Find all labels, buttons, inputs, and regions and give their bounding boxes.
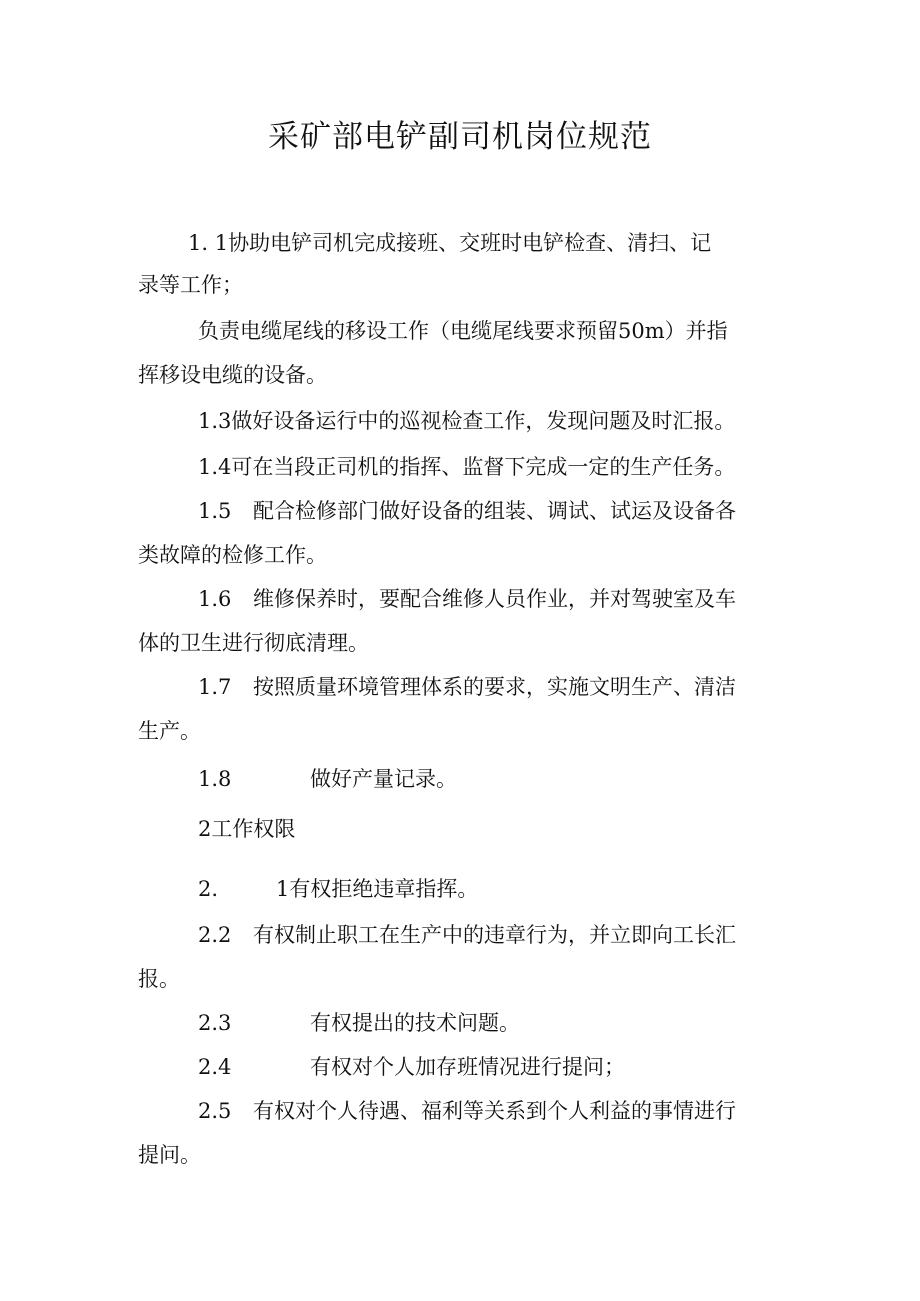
item-text: 1有权拒绝违章指挥。 [276, 877, 479, 901]
paragraph-line [198, 764, 457, 794]
paragraph-line [198, 672, 736, 702]
item-text: 有权对个人加存班情况进行提问； [310, 1055, 625, 1079]
paragraph-line: 1.3做好设备运行中的巡视检查工作，发现问题及时汇报。 [198, 409, 736, 433]
item-number: 1.5 [198, 499, 232, 523]
item-number: 1.6 [198, 587, 232, 611]
item-text: 有权制止职工在生产中的违章行为，并立即向工长汇 [253, 923, 736, 947]
paragraph-line: 体的卫生进行彻底清理。 [138, 631, 369, 655]
paragraph-line: 负责电缆尾线的移设工作（电缆尾线要求预留50m）并指 [198, 319, 728, 343]
item-number: 2.5 [198, 1099, 232, 1123]
paragraph-line: 1.4可在当段正司机的指挥、监督下完成一定的生产任务。 [198, 455, 736, 479]
item-number: 2. [198, 877, 219, 901]
paragraph-line: 提问。 [138, 1143, 201, 1167]
item-number: 2.2 [198, 923, 232, 947]
paragraph-line: 录等工作； [138, 273, 243, 297]
item-number: 1.8 [198, 767, 232, 791]
item-text: 做好产量记录。 [310, 767, 457, 791]
section-heading: 2工作权限 [198, 817, 296, 841]
paragraph-line: 1. 1协助电铲司机完成接班、交班时电铲检查、清扫、记 [188, 231, 712, 255]
item-text: 配合检修部门做好设备的组装、调试、试运及设备各 [253, 499, 736, 523]
paragraph-line [198, 1052, 625, 1082]
paragraph-line: 挥移设电缆的设备。 [138, 363, 327, 387]
item-text: 按照质量环境管理体系的要求，实施文明生产、清洁 [253, 675, 736, 699]
item-number: 1.7 [198, 675, 232, 699]
paragraph-line [198, 584, 736, 614]
paragraph-line [198, 920, 736, 950]
paragraph-line: 类故障的检修工作。 [138, 543, 327, 567]
paragraph-line: 生产。 [138, 719, 201, 743]
document-title: 采矿部电铲副司机岗位规范 [268, 119, 652, 155]
paragraph-line [198, 874, 478, 904]
item-text: 有权提出的技术问题。 [310, 1011, 520, 1035]
item-number: 2.3 [198, 1011, 232, 1035]
item-text: 有权对个人待遇、福利等关系到个人利益的事情进行 [253, 1099, 736, 1123]
paragraph-line [198, 1008, 520, 1038]
item-number: 2.4 [198, 1055, 232, 1079]
item-text: 维修保养时，要配合维修人员作业，并对驾驶室及车 [253, 587, 736, 611]
paragraph-line [198, 496, 736, 526]
paragraph-line: 报。 [138, 967, 180, 991]
paragraph-line [198, 1096, 736, 1126]
